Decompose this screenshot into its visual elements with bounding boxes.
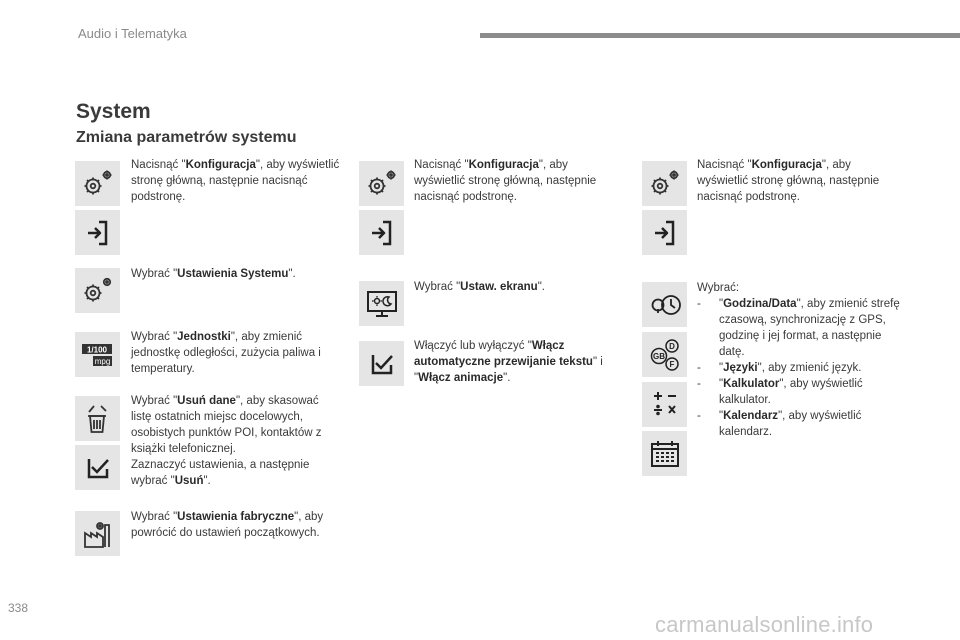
col1-units-text: Wybrać "Jednostki", aby zmienić jednostkę odległości, zużycia paliwa i temperatury. bbox=[131, 331, 321, 375]
confirm-delete-icon-box[interactable] bbox=[75, 445, 120, 490]
time-date-icon-box[interactable] bbox=[642, 282, 687, 327]
page-number: 338 bbox=[8, 601, 29, 615]
languages-icon-box[interactable] bbox=[642, 332, 687, 377]
screen-settings-icon-box[interactable] bbox=[359, 281, 404, 326]
subpage-arrow-icon bbox=[81, 216, 115, 250]
mpg-top-label: 1/100 bbox=[86, 345, 107, 354]
factory-icon bbox=[81, 517, 115, 551]
scroll-animation-icon-box[interactable] bbox=[359, 341, 404, 386]
settings-gear-icon bbox=[81, 167, 115, 201]
lang-f-label: F bbox=[669, 359, 674, 369]
screen-brightness-icon bbox=[365, 287, 399, 321]
header-bar bbox=[480, 33, 960, 38]
checkbox-icon bbox=[81, 451, 115, 485]
subpage-arrow-icon bbox=[648, 216, 682, 250]
col3-subpage-icon-box[interactable] bbox=[642, 210, 687, 255]
delete-data-icon-box[interactable] bbox=[75, 396, 120, 441]
col1-configuration-text: Nacisnąć "Konfiguracja", aby wyświetlić stronę główną, następnie nacisnąć podstronę. bbox=[131, 159, 340, 203]
calendar-icon bbox=[648, 437, 682, 471]
section-subtitle: Zmiana parametrów systemu bbox=[76, 129, 297, 146]
trash-icon bbox=[81, 402, 115, 436]
mpg-bottom-label: mpg bbox=[94, 356, 110, 366]
watermark: carmanualsonline.info bbox=[655, 612, 874, 637]
col2-configuration-text: Nacisnąć "Konfiguracja", aby wyświetlić stronę główną, następnie nacisnąć podstronę. bbox=[414, 159, 597, 203]
settings-icon-box[interactable] bbox=[75, 161, 120, 206]
col2-subpage-icon-box[interactable] bbox=[359, 210, 404, 255]
clock-icon bbox=[648, 288, 682, 322]
settings-gear-icon bbox=[365, 167, 399, 201]
factory-reset-icon-box[interactable] bbox=[75, 511, 120, 556]
calculator-icon-box[interactable] bbox=[642, 382, 687, 427]
list-item: - "Kalendarz", aby wyświetlić kalendarz. bbox=[697, 408, 907, 440]
section-title: System bbox=[76, 100, 151, 123]
subpage-arrow-icon bbox=[365, 216, 399, 250]
col3-configuration-text: Nacisnąć "Konfiguracja", aby wyświetlić stronę główną, następnie nacisnąć podstronę. bbox=[697, 159, 880, 203]
units-mpg-icon bbox=[81, 338, 115, 372]
units-icon-box[interactable] bbox=[75, 332, 120, 377]
list-item: - "Kalkulator", aby wyświetlić kalkulator. bbox=[697, 376, 907, 408]
col2-screen-settings-text: Wybrać "Ustaw. ekranu". bbox=[414, 281, 545, 293]
language-flags-icon bbox=[648, 338, 682, 372]
calculator-icon bbox=[648, 388, 682, 422]
header-title: Audio i Telematyka bbox=[78, 26, 187, 41]
col1-delete-data-text: Wybrać "Usuń dane", aby skasować listę ostatnich miejsc docelowych, osobistych punktów POI, kontaktów z książki telefonicznej. Zaznaczyć ustawienia, a następnie wybrać "Usuń". bbox=[131, 395, 322, 487]
checkbox-icon bbox=[365, 347, 399, 381]
settings-gear-icon bbox=[648, 167, 682, 201]
system-settings-icon-box[interactable] bbox=[75, 268, 120, 313]
col1-system-settings-text: Wybrać "Ustawienia Systemu". bbox=[131, 268, 296, 280]
col2-scroll-animation-text: Włączyć lub wyłączyć "Włącz automatyczne przewijanie tekstu" i "Włącz animacje". bbox=[414, 340, 603, 384]
col3-options-text bbox=[697, 280, 907, 440]
col1-factory-settings-text: Wybrać "Ustawienia fabryczne", aby powrócić do ustawień początkowych. bbox=[131, 511, 324, 539]
list-item: - "Języki", aby zmienić język. bbox=[697, 360, 907, 376]
col3-intro: Wybrać: bbox=[697, 282, 740, 294]
col2-settings-icon-box[interactable] bbox=[359, 161, 404, 206]
calendar-icon-box[interactable] bbox=[642, 431, 687, 476]
system-gear-icon bbox=[81, 274, 115, 308]
col3-option-list bbox=[697, 296, 907, 440]
lang-d-label: D bbox=[668, 341, 675, 351]
subpage-icon-box[interactable] bbox=[75, 210, 120, 255]
col3-settings-icon-box[interactable] bbox=[642, 161, 687, 206]
list-item: - "Godzina/Data", aby zmienić strefę czasową, synchronizację z GPS, godzinę i jej format, a następnie datę. bbox=[697, 296, 907, 360]
lang-gb-label: GB bbox=[652, 351, 665, 361]
